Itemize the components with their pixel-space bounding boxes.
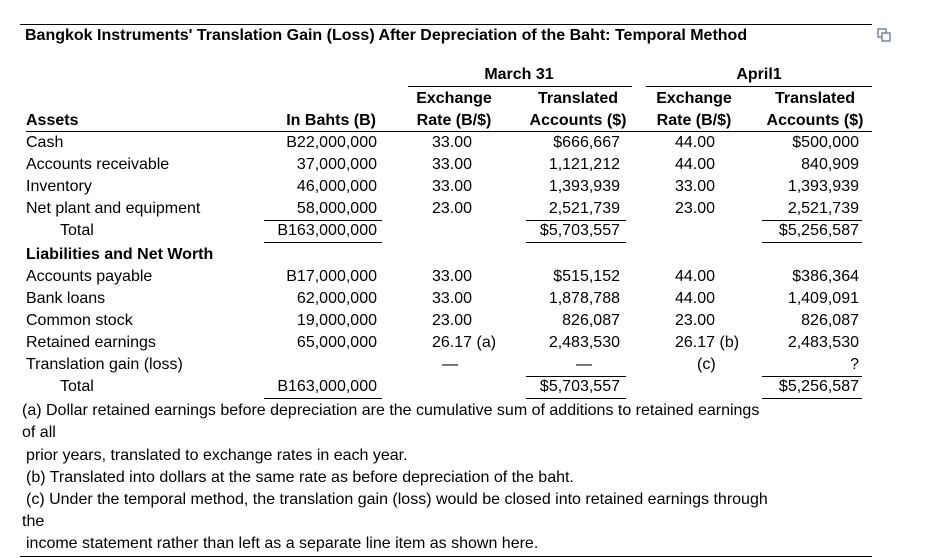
apr-rate-cell: 23.00 [675,200,716,217]
bahts-cell: 58,000,000 [296,200,377,217]
apr-usd-cell: 826,087 [801,312,859,329]
assets-total-rule-mar [526,242,626,243]
mar-rate-cell: 23.00 [432,312,473,329]
total-bahts: B163,000,000 [277,378,377,395]
footnote-line: prior years, translated to exchange rates in each year. [26,447,408,464]
assets-total-rule-apr [762,242,862,243]
apr-rate-header: Rate (B/$) [656,112,732,129]
mar-rate-cell: 33.00 [432,290,473,307]
apr-rate-cell: 44.00 [675,134,716,151]
apr-accounts-header: Accounts ($) [766,112,864,129]
assets-total-rule-bahts [264,242,382,243]
total-label: Total [60,222,94,239]
apr-usd-cell: $500,000 [792,134,859,151]
row-label: Cash [26,134,64,151]
footnote-line: income statement rather than left as a separate line item as shown here. [26,535,539,552]
bahts-cell: 19,000,000 [296,312,377,329]
assets-header: Assets [26,112,79,129]
april-underline [646,86,872,87]
apr-exchange-header: Exchange [656,90,732,107]
row-label: Bank loans [26,290,106,307]
page-title: Bangkok Instruments' Translation Gain (Loss) After Depreciation of the Baht: Temporal Method [25,27,748,44]
copy-icon[interactable] [877,28,891,42]
apr-usd-cell: 2,521,739 [787,200,859,217]
apr-rate-cell: 23.00 [675,312,716,329]
mar-rate-cell: 33.00 [432,178,473,195]
mar-rate-cell: 23.00 [432,200,473,217]
apr-rate-cell: (c) [697,356,716,373]
liab-total-rule-apr [762,398,862,399]
apr-translated-header: Translated [774,90,856,107]
row-label: Retained earnings [26,334,156,351]
apr-usd-cell: 1,393,939 [787,178,859,195]
march-header: March 31 [484,66,554,83]
liab-total-rule-mar [526,398,626,399]
apr-usd-cell: 2,483,530 [787,334,859,351]
bahts-cell: 37,000,000 [296,156,377,173]
top-rule [20,24,872,25]
apr-usd-cell: 840,909 [801,156,859,173]
march-underline [408,86,632,87]
mar-rate-cell: 33.00 [432,134,473,151]
bahts-cell: 46,000,000 [296,178,377,195]
mar-exchange-header: Exchange [416,90,492,107]
row-label: Translation gain (loss) [26,356,183,373]
row-label: Inventory [26,178,92,195]
mar-usd-cell: 2,521,739 [548,200,620,217]
footnote-line: of all [22,424,56,441]
bahts-cell: B17,000,000 [286,268,377,285]
apr-usd-cell: ? [850,356,859,373]
header-rule [26,131,872,132]
total-apr-usd: $5,256,587 [778,378,859,395]
mar-usd-cell: 1,393,939 [548,178,620,195]
april-header: April1 [736,66,782,83]
footnote-line: the [22,513,45,530]
row-label: Common stock [26,312,133,329]
liab-total-rule-bahts [264,398,382,399]
mar-rate-cell: — [442,356,458,373]
mar-usd-cell: 826,087 [562,312,620,329]
bahts-cell: 65,000,000 [296,334,377,351]
mar-usd-cell: $666,667 [553,134,620,151]
mar-translated-header: Translated [537,90,619,107]
row-label: Accounts payable [26,268,153,285]
apr-rate-cell: 44.00 [675,156,716,173]
mar-rate-header: Rate (B/$) [416,112,492,129]
apr-usd-cell: $386,364 [792,268,859,285]
mar-usd-cell: 1,121,212 [548,156,620,173]
mar-usd-cell: — [576,356,592,373]
in-bahts-header: In Bahts (B) [286,112,376,129]
footnote-line: (c) Under the temporal method, the translation gain (loss) would be closed into retained earnings through [26,491,768,508]
mar-rate-cell: 33.00 [432,268,473,285]
row-label: Accounts receivable [26,156,170,173]
apr-rate-cell: 44.00 [675,268,716,285]
total-mar-usd: $5,703,557 [539,378,620,395]
total-mar-usd: $5,703,557 [539,222,620,239]
footnote-line: (a) Dollar retained earnings before depreciation are the cumulative sum of additions to retained earnings [22,402,760,419]
bahts-cell: 62,000,000 [296,290,377,307]
mar-rate-cell: 26.17 (a) [432,334,497,351]
apr-usd-cell: 1,409,091 [787,290,859,307]
apr-rate-cell: 26.17 (b) [675,334,740,351]
apr-rate-cell: 33.00 [675,178,716,195]
mar-usd-cell: 2,483,530 [548,334,620,351]
mar-usd-cell: 1,878,788 [548,290,620,307]
total-bahts: B163,000,000 [277,222,377,239]
mar-accounts-header: Accounts ($) [529,112,627,129]
row-label: Net plant and equipment [26,200,201,217]
bahts-cell: B22,000,000 [286,134,377,151]
mar-usd-cell: $515,152 [553,268,620,285]
mar-rate-cell: 33.00 [432,156,473,173]
footnote-line: (b) Translated into dollars at the same rate as before depreciation of the baht. [26,469,574,486]
bottom-rule [20,556,872,557]
total-label: Total [60,378,94,395]
total-apr-usd: $5,256,587 [778,222,859,239]
apr-rate-cell: 44.00 [675,290,716,307]
liabilities-heading: Liabilities and Net Worth [26,246,214,263]
